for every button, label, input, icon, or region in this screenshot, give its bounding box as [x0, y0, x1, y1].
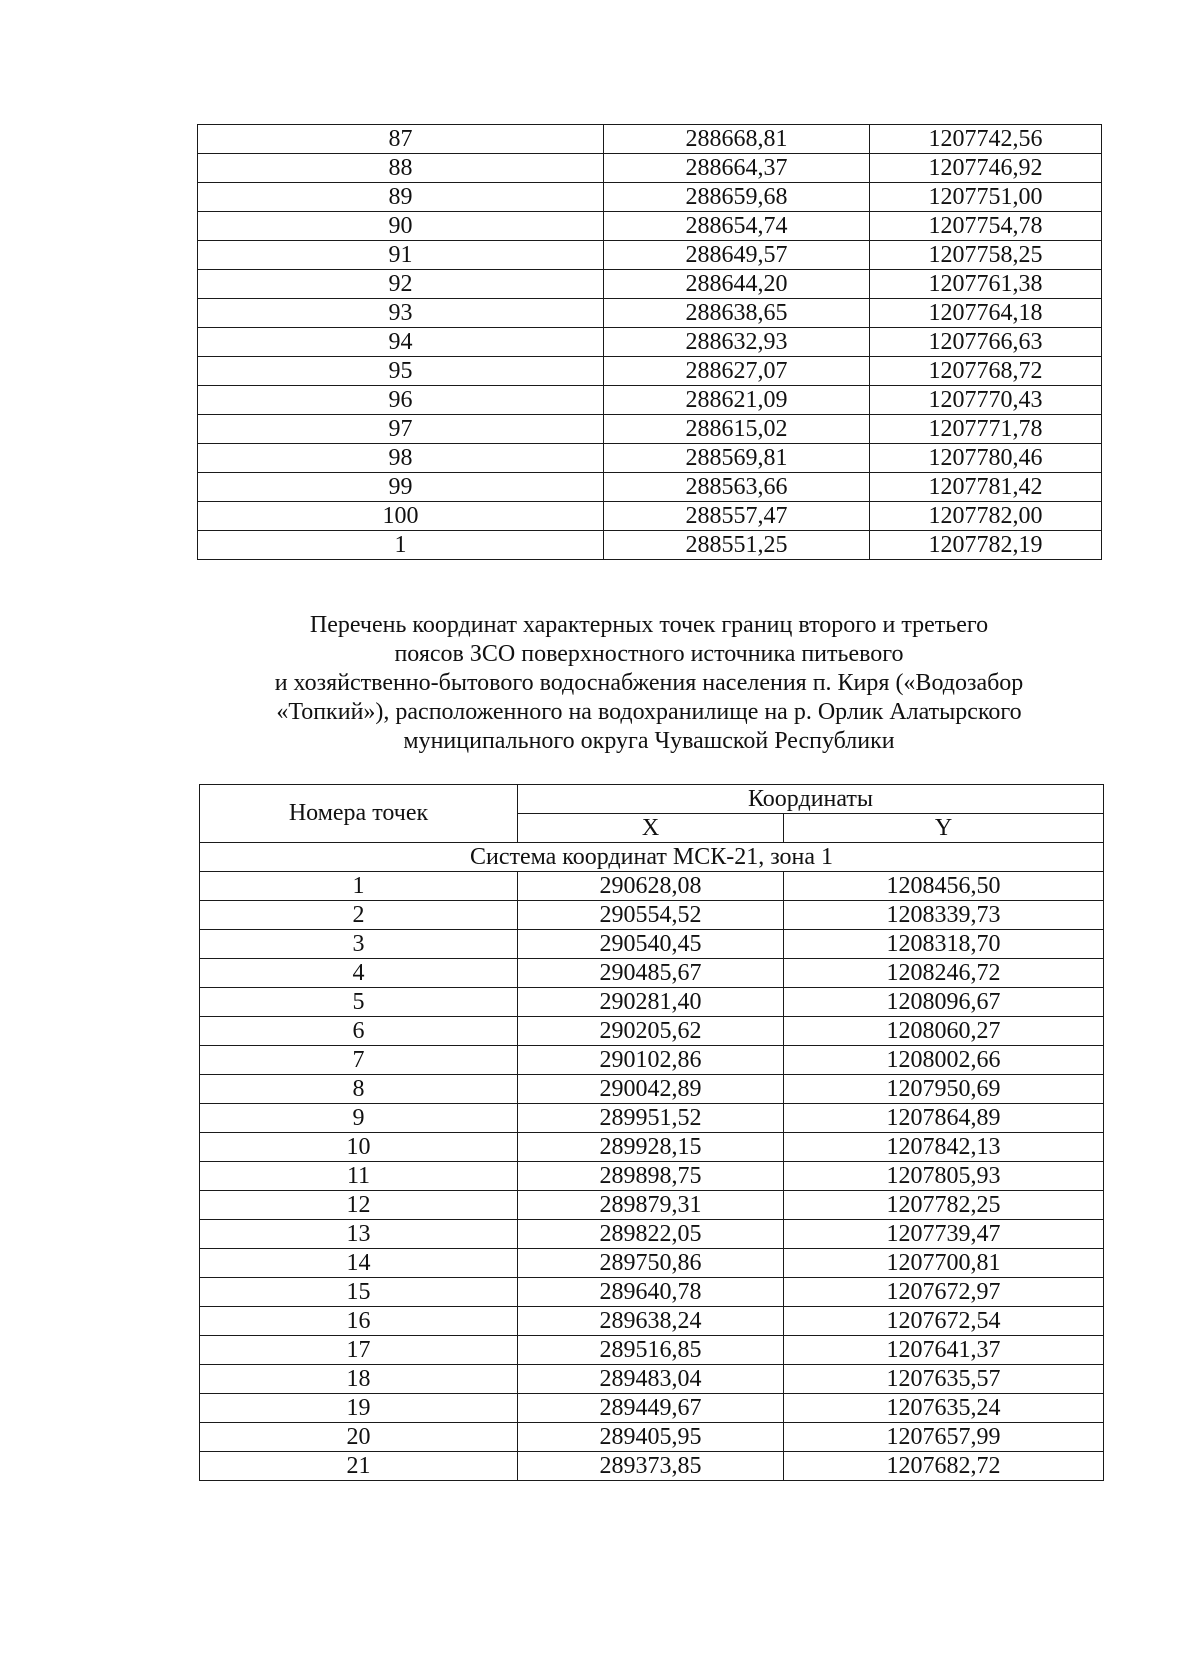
x-coordinate-cell: 290102,86 [518, 1046, 784, 1075]
x-coordinate-cell: 289373,85 [518, 1452, 784, 1481]
table-row [200, 1046, 1104, 1075]
table-caption [197, 611, 1101, 756]
x-coordinate-cell: 289898,75 [518, 1162, 784, 1191]
y-coordinate-cell: 1208246,72 [784, 959, 1104, 988]
table-row [200, 1278, 1104, 1307]
point-number-cell: 10 [200, 1133, 518, 1162]
x-coordinate-cell: 290554,52 [518, 901, 784, 930]
x-coordinate-cell: 290281,40 [518, 988, 784, 1017]
x-coordinate-cell: 288615,02 [604, 415, 870, 444]
y-coordinate-cell: 1208096,67 [784, 988, 1104, 1017]
table-row [200, 1220, 1104, 1249]
caption-line: «Топкий»), расположенного на водохранилище на р. Орлик Алатырского [276, 699, 1022, 725]
point-number-cell: 100 [198, 502, 604, 531]
y-coordinate-cell: 1207950,69 [784, 1075, 1104, 1104]
y-coordinate-cell: 1207739,47 [784, 1220, 1104, 1249]
table-row [198, 212, 1102, 241]
y-coordinate-cell: 1207657,99 [784, 1423, 1104, 1452]
y-coordinate-cell: 1207770,43 [870, 386, 1102, 415]
point-number-cell: 4 [200, 959, 518, 988]
table-row [200, 959, 1104, 988]
point-number-cell: 96 [198, 386, 604, 415]
y-coordinate-cell: 1207782,00 [870, 502, 1102, 531]
y-coordinate-cell: 1207766,63 [870, 328, 1102, 357]
point-number-cell: 90 [198, 212, 604, 241]
point-number-cell: 97 [198, 415, 604, 444]
point-number-cell: 94 [198, 328, 604, 357]
x-coordinate-cell: 289516,85 [518, 1336, 784, 1365]
x-coordinate-cell: 289449,67 [518, 1394, 784, 1423]
table-row [200, 988, 1104, 1017]
point-number-cell: 8 [200, 1075, 518, 1104]
y-coordinate-cell: 1207700,81 [784, 1249, 1104, 1278]
y-coordinate-cell: 1207782,25 [784, 1191, 1104, 1220]
y-coordinate-cell: 1208060,27 [784, 1017, 1104, 1046]
x-coordinate-cell: 288632,93 [604, 328, 870, 357]
table-row [200, 872, 1104, 901]
table-row [200, 1307, 1104, 1336]
y-coordinate-cell: 1207742,56 [870, 125, 1102, 154]
coordinate-system-row [200, 843, 1104, 872]
table-row [198, 241, 1102, 270]
point-number-cell: 14 [200, 1249, 518, 1278]
y-coordinate-cell: 1207641,37 [784, 1336, 1104, 1365]
point-number-cell: 5 [200, 988, 518, 1017]
point-number-cell: 21 [200, 1452, 518, 1481]
point-number-cell: 1 [200, 872, 518, 901]
x-coordinate-cell: 288551,25 [604, 531, 870, 560]
point-number-cell: 91 [198, 241, 604, 270]
point-number-cell: 19 [200, 1394, 518, 1423]
coordinate-system-label: Система координат МСК-21, зона 1 [200, 843, 1104, 872]
table-row [198, 270, 1102, 299]
y-coordinate-cell: 1207780,46 [870, 444, 1102, 473]
point-number-cell: 7 [200, 1046, 518, 1075]
table-row [198, 328, 1102, 357]
x-coordinate-cell: 290540,45 [518, 930, 784, 959]
x-coordinate-cell: 289822,05 [518, 1220, 784, 1249]
caption-line: поясов ЗСО поверхностного источника питьевого [394, 641, 904, 667]
point-number-cell: 6 [200, 1017, 518, 1046]
table-row [200, 1394, 1104, 1423]
x-coordinate-cell: 288621,09 [604, 386, 870, 415]
y-coordinate-cell: 1207758,25 [870, 241, 1102, 270]
table-row [200, 901, 1104, 930]
x-coordinate-cell: 289928,15 [518, 1133, 784, 1162]
y-coordinate-cell: 1207781,42 [870, 473, 1102, 502]
x-coordinate-cell: 289951,52 [518, 1104, 784, 1133]
y-coordinate-cell: 1207805,93 [784, 1162, 1104, 1191]
coordinates-column-header: Координаты [518, 785, 1104, 814]
table-row [200, 1423, 1104, 1452]
x-coordinate-cell: 288644,20 [604, 270, 870, 299]
coordinates-table-continuation-body [198, 125, 1102, 560]
y-coordinate-cell: 1207771,78 [870, 415, 1102, 444]
x-coordinate-cell: 288649,57 [604, 241, 870, 270]
coordinates-table-header [200, 785, 1104, 843]
table-row [200, 1017, 1104, 1046]
header-row [200, 785, 1104, 814]
point-number-cell: 17 [200, 1336, 518, 1365]
table-row [200, 1133, 1104, 1162]
x-coordinate-cell: 288638,65 [604, 299, 870, 328]
point-number-cell: 89 [198, 183, 604, 212]
table-row [200, 1365, 1104, 1394]
x-coordinate-cell: 288569,81 [604, 444, 870, 473]
point-number-cell: 88 [198, 154, 604, 183]
x-coordinate-cell: 289879,31 [518, 1191, 784, 1220]
y-coordinate-cell: 1207746,92 [870, 154, 1102, 183]
y-coordinate-cell: 1207864,89 [784, 1104, 1104, 1133]
table-row [200, 1191, 1104, 1220]
x-coordinate-cell: 288668,81 [604, 125, 870, 154]
table-row [198, 531, 1102, 560]
x-coordinate-cell: 290205,62 [518, 1017, 784, 1046]
y-coordinate-cell: 1207754,78 [870, 212, 1102, 241]
point-number-cell: 12 [200, 1191, 518, 1220]
y-coordinate-cell: 1207635,57 [784, 1365, 1104, 1394]
table-row [198, 183, 1102, 212]
point-number-cell: 2 [200, 901, 518, 930]
y-column-header: Y [784, 814, 1104, 843]
table-row [200, 1075, 1104, 1104]
table-row [198, 357, 1102, 386]
x-coordinate-cell: 289750,86 [518, 1249, 784, 1278]
x-column-header: X [518, 814, 784, 843]
point-number-cell: 20 [200, 1423, 518, 1452]
table-row [200, 1452, 1104, 1481]
y-coordinate-cell: 1207751,00 [870, 183, 1102, 212]
caption-line: Перечень координат характерных точек границ второго и третьего [309, 612, 989, 638]
y-coordinate-cell: 1207782,19 [870, 531, 1102, 560]
caption-line: и хозяйственно-бытового водоснабжения населения п. Киря («Водозабор [274, 670, 1024, 696]
coordinates-table [199, 784, 1104, 1481]
coordinates-table-continuation [197, 124, 1102, 560]
y-coordinate-cell: 1207768,72 [870, 357, 1102, 386]
y-coordinate-cell: 1207764,18 [870, 299, 1102, 328]
x-coordinate-cell: 288557,47 [604, 502, 870, 531]
table-row [198, 473, 1102, 502]
table-row [200, 1162, 1104, 1191]
x-coordinate-cell: 288654,74 [604, 212, 870, 241]
point-number-cell: 13 [200, 1220, 518, 1249]
table-row [198, 386, 1102, 415]
table-row [198, 502, 1102, 531]
table-row [200, 1249, 1104, 1278]
x-coordinate-cell: 288664,37 [604, 154, 870, 183]
point-number-cell: 9 [200, 1104, 518, 1133]
y-coordinate-cell: 1208456,50 [784, 872, 1104, 901]
y-coordinate-cell: 1207761,38 [870, 270, 1102, 299]
x-coordinate-cell: 288627,07 [604, 357, 870, 386]
point-number-cell: 87 [198, 125, 604, 154]
table-row [198, 444, 1102, 473]
y-coordinate-cell: 1208002,66 [784, 1046, 1104, 1075]
y-coordinate-cell: 1207672,54 [784, 1307, 1104, 1336]
point-number-cell: 95 [198, 357, 604, 386]
coordinates-table-body [200, 843, 1104, 1481]
points-column-header: Номера точек [200, 785, 518, 843]
y-coordinate-cell: 1208339,73 [784, 901, 1104, 930]
point-number-cell: 11 [200, 1162, 518, 1191]
point-number-cell: 16 [200, 1307, 518, 1336]
point-number-cell: 1 [198, 531, 604, 560]
table-row [200, 930, 1104, 959]
table-row [200, 1104, 1104, 1133]
y-coordinate-cell: 1207635,24 [784, 1394, 1104, 1423]
y-coordinate-cell: 1208318,70 [784, 930, 1104, 959]
table-row [198, 154, 1102, 183]
caption-line: муниципального округа Чувашской Республики [403, 728, 895, 754]
point-number-cell: 3 [200, 930, 518, 959]
y-coordinate-cell: 1207842,13 [784, 1133, 1104, 1162]
table-row [200, 1336, 1104, 1365]
x-coordinate-cell: 290628,08 [518, 872, 784, 901]
x-coordinate-cell: 290485,67 [518, 959, 784, 988]
table-row [198, 415, 1102, 444]
point-number-cell: 15 [200, 1278, 518, 1307]
x-coordinate-cell: 290042,89 [518, 1075, 784, 1104]
point-number-cell: 93 [198, 299, 604, 328]
x-coordinate-cell: 289640,78 [518, 1278, 784, 1307]
x-coordinate-cell: 289405,95 [518, 1423, 784, 1452]
point-number-cell: 98 [198, 444, 604, 473]
y-coordinate-cell: 1207682,72 [784, 1452, 1104, 1481]
x-coordinate-cell: 288563,66 [604, 473, 870, 502]
x-coordinate-cell: 288659,68 [604, 183, 870, 212]
point-number-cell: 18 [200, 1365, 518, 1394]
point-number-cell: 92 [198, 270, 604, 299]
x-coordinate-cell: 289483,04 [518, 1365, 784, 1394]
table-row [198, 299, 1102, 328]
table-row [198, 125, 1102, 154]
point-number-cell: 99 [198, 473, 604, 502]
x-coordinate-cell: 289638,24 [518, 1307, 784, 1336]
y-coordinate-cell: 1207672,97 [784, 1278, 1104, 1307]
